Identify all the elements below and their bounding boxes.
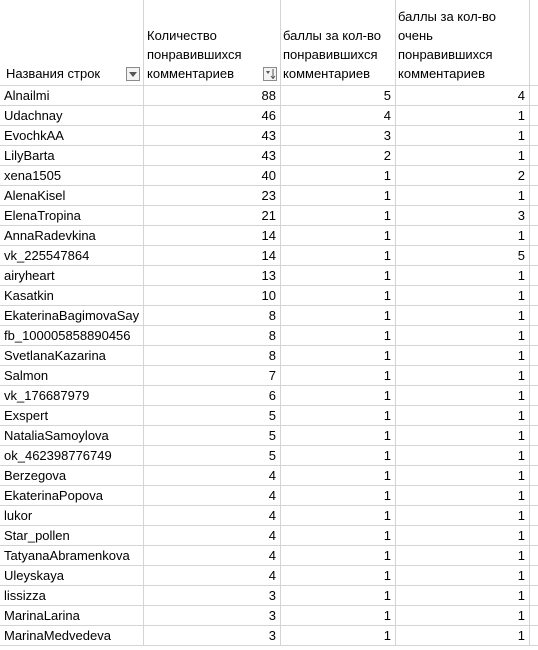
header-points-very-liked-line: комментариев: [398, 66, 486, 81]
points-very-liked-cell[interactable]: 1: [396, 446, 530, 466]
points-very-liked-cell[interactable]: 1: [396, 626, 530, 646]
row-name-cell[interactable]: ok_462398776749: [0, 446, 144, 466]
header-points-liked-line: баллы за кол-во: [283, 28, 381, 43]
comment-count-cell[interactable]: 5: [144, 406, 281, 426]
points-very-liked-cell[interactable]: 5: [396, 246, 530, 266]
header-points-very-liked-line: баллы за кол-во: [398, 9, 496, 24]
header-comment-count-line: понравившихся: [147, 47, 242, 62]
empty-cell[interactable]: [530, 106, 538, 126]
table-row: [0, 226, 538, 246]
empty-cell[interactable]: [530, 186, 538, 206]
points-liked-cell[interactable]: 1: [281, 386, 396, 406]
empty-cell[interactable]: [530, 626, 538, 646]
points-liked-cell[interactable]: 1: [281, 246, 396, 266]
header-comment-count[interactable]: [144, 0, 281, 86]
comment-count-cell[interactable]: 14: [144, 226, 281, 246]
empty-cell[interactable]: [530, 0, 538, 86]
row-name-cell[interactable]: LilyBarta: [0, 146, 144, 166]
comment-count-cell[interactable]: 8: [144, 306, 281, 326]
empty-cell[interactable]: [530, 466, 538, 486]
table-row: [0, 286, 538, 306]
row-name-cell[interactable]: vk_176687979: [0, 386, 144, 406]
table-row: [0, 406, 538, 426]
points-liked-cell[interactable]: 1: [281, 266, 396, 286]
table-row: [0, 486, 538, 506]
comment-count-cell[interactable]: 10: [144, 286, 281, 306]
comment-count-cell[interactable]: 6: [144, 386, 281, 406]
row-name-cell[interactable]: Exspert: [0, 406, 144, 426]
table-row: [0, 466, 538, 486]
table-row: [0, 446, 538, 466]
comment-count-cell[interactable]: 46: [144, 106, 281, 126]
table-row: [0, 606, 538, 626]
row-name-cell[interactable]: airyheart: [0, 266, 144, 286]
header-row: [0, 0, 538, 86]
header-comment-count-line: Количество: [147, 28, 217, 43]
points-very-liked-cell[interactable]: 1: [396, 106, 530, 126]
points-liked-cell[interactable]: 1: [281, 406, 396, 426]
comment-count-cell[interactable]: 5: [144, 446, 281, 466]
table-row: [0, 106, 538, 126]
table-row: [0, 526, 538, 546]
points-very-liked-cell[interactable]: 1: [396, 586, 530, 606]
table-row: [0, 306, 538, 326]
row-name-cell[interactable]: fb_100005858890456: [0, 326, 144, 346]
points-very-liked-cell[interactable]: 1: [396, 126, 530, 146]
comment-count-cell[interactable]: 14: [144, 246, 281, 266]
points-liked-cell[interactable]: 2: [281, 146, 396, 166]
row-name-cell[interactable]: TatyanaAbramenkova: [0, 546, 144, 566]
empty-cell[interactable]: [530, 506, 538, 526]
points-liked-cell[interactable]: 1: [281, 606, 396, 626]
table-row: [0, 626, 538, 646]
points-liked-cell[interactable]: 1: [281, 506, 396, 526]
empty-cell[interactable]: [530, 326, 538, 346]
points-very-liked-cell[interactable]: 1: [396, 426, 530, 446]
points-liked-cell[interactable]: 1: [281, 546, 396, 566]
row-name-cell[interactable]: ElenaTropina: [0, 206, 144, 226]
points-liked-cell[interactable]: 1: [281, 206, 396, 226]
points-very-liked-cell[interactable]: 2: [396, 166, 530, 186]
empty-cell[interactable]: [530, 426, 538, 446]
header-points-very-liked[interactable]: [396, 0, 530, 86]
table-row: [0, 386, 538, 406]
row-name-cell[interactable]: SvetlanaKazarina: [0, 346, 144, 366]
comment-count-cell[interactable]: 4: [144, 566, 281, 586]
comment-count-cell[interactable]: 4: [144, 506, 281, 526]
row-name-cell[interactable]: lissizza: [0, 586, 144, 606]
table-row: [0, 126, 538, 146]
empty-cell[interactable]: [530, 226, 538, 246]
row-name-cell[interactable]: xena1505: [0, 166, 144, 186]
row-name-cell[interactable]: MarinaMedvedeva: [0, 626, 144, 646]
points-liked-cell[interactable]: 1: [281, 566, 396, 586]
row-name-cell[interactable]: Salmon: [0, 366, 144, 386]
points-very-liked-cell[interactable]: 1: [396, 306, 530, 326]
points-liked-cell[interactable]: 3: [281, 126, 396, 146]
points-liked-cell[interactable]: 1: [281, 346, 396, 366]
points-very-liked-cell[interactable]: 1: [396, 186, 530, 206]
points-liked-cell[interactable]: 1: [281, 166, 396, 186]
table-row: [0, 186, 538, 206]
comment-count-cell[interactable]: 43: [144, 126, 281, 146]
points-very-liked-cell[interactable]: 1: [396, 566, 530, 586]
points-very-liked-cell[interactable]: 1: [396, 486, 530, 506]
row-name-cell[interactable]: Star_pollen: [0, 526, 144, 546]
row-name-cell[interactable]: vk_225547864: [0, 246, 144, 266]
row-name-cell[interactable]: EvochkAA: [0, 126, 144, 146]
comment-count-cell[interactable]: 4: [144, 546, 281, 566]
points-very-liked-cell[interactable]: 1: [396, 546, 530, 566]
table-row: [0, 146, 538, 166]
points-liked-cell[interactable]: 1: [281, 326, 396, 346]
points-very-liked-cell[interactable]: 1: [396, 286, 530, 306]
table-row: [0, 566, 538, 586]
points-very-liked-cell[interactable]: 1: [396, 146, 530, 166]
comment-count-cell[interactable]: 23: [144, 186, 281, 206]
header-points-liked-line: комментариев: [283, 66, 371, 81]
header-points-very-liked-line: понравившихся: [398, 47, 493, 62]
header-row-labels-text: Названия строк: [6, 66, 101, 81]
table-row: [0, 346, 538, 366]
table-row: [0, 426, 538, 446]
comment-count-cell[interactable]: 21: [144, 206, 281, 226]
points-very-liked-cell[interactable]: 4: [396, 86, 530, 106]
points-very-liked-cell[interactable]: 1: [396, 266, 530, 286]
points-liked-cell[interactable]: 5: [281, 86, 396, 106]
row-name-cell[interactable]: lukor: [0, 506, 144, 526]
empty-cell[interactable]: [530, 406, 538, 426]
points-liked-cell[interactable]: 1: [281, 486, 396, 506]
points-very-liked-cell[interactable]: 1: [396, 346, 530, 366]
comment-count-cell[interactable]: 13: [144, 266, 281, 286]
empty-cell[interactable]: [530, 86, 538, 106]
points-liked-cell[interactable]: 1: [281, 526, 396, 546]
empty-cell[interactable]: [530, 366, 538, 386]
table-row: [0, 366, 538, 386]
table-row: [0, 266, 538, 286]
header-points-liked[interactable]: [281, 0, 396, 86]
empty-cell[interactable]: [530, 446, 538, 466]
points-very-liked-cell[interactable]: 1: [396, 226, 530, 246]
points-liked-cell[interactable]: 1: [281, 366, 396, 386]
points-liked-cell[interactable]: 1: [281, 626, 396, 646]
points-liked-cell[interactable]: 1: [281, 446, 396, 466]
points-liked-cell[interactable]: 1: [281, 286, 396, 306]
row-name-cell[interactable]: NataliaSamoylova: [0, 426, 144, 446]
table-row: [0, 86, 538, 106]
comment-count-cell[interactable]: 8: [144, 346, 281, 366]
empty-cell[interactable]: [530, 206, 538, 226]
empty-cell[interactable]: [530, 246, 538, 266]
header-points-liked-line: понравившихся: [283, 47, 378, 62]
empty-cell[interactable]: [530, 266, 538, 286]
row-name-cell[interactable]: AnnaRadevkina: [0, 226, 144, 246]
row-name-cell[interactable]: MarinaLarina: [0, 606, 144, 626]
row-name-cell[interactable]: AlenaKisel: [0, 186, 144, 206]
empty-cell[interactable]: [530, 386, 538, 406]
header-row-labels[interactable]: [0, 0, 144, 86]
empty-cell[interactable]: [530, 586, 538, 606]
points-very-liked-cell[interactable]: 1: [396, 606, 530, 626]
table-row: [0, 246, 538, 266]
row-name-cell[interactable]: Kasatkin: [0, 286, 144, 306]
table-row: [0, 506, 538, 526]
points-very-liked-cell[interactable]: 1: [396, 466, 530, 486]
comment-count-cell[interactable]: 4: [144, 526, 281, 546]
points-very-liked-cell[interactable]: 1: [396, 366, 530, 386]
table-row: [0, 546, 538, 566]
empty-cell[interactable]: [530, 146, 538, 166]
row-name-cell[interactable]: EkaterinaBagimovaSay: [0, 306, 144, 326]
points-liked-cell[interactable]: 1: [281, 466, 396, 486]
comment-count-cell[interactable]: 4: [144, 466, 281, 486]
empty-cell[interactable]: [530, 566, 538, 586]
row-name-cell[interactable]: Uleyskaya: [0, 566, 144, 586]
row-name-cell[interactable]: Berzegova: [0, 466, 144, 486]
table-row: [0, 206, 538, 226]
empty-cell[interactable]: [530, 486, 538, 506]
points-liked-cell[interactable]: 1: [281, 586, 396, 606]
points-liked-cell[interactable]: 4: [281, 106, 396, 126]
row-name-cell[interactable]: Alnailmi: [0, 86, 144, 106]
dropdown-arrow-icon[interactable]: [126, 67, 140, 81]
empty-cell[interactable]: [530, 306, 538, 326]
points-very-liked-cell[interactable]: 1: [396, 326, 530, 346]
comment-count-cell[interactable]: 5: [144, 426, 281, 446]
points-liked-cell[interactable]: 1: [281, 426, 396, 446]
table-row: [0, 326, 538, 346]
comment-count-cell[interactable]: 43: [144, 146, 281, 166]
header-comment-count-line: комментариев: [147, 66, 235, 81]
row-name-cell[interactable]: EkaterinaPopova: [0, 486, 144, 506]
row-name-cell[interactable]: Udachnay: [0, 106, 144, 126]
empty-cell[interactable]: [530, 166, 538, 186]
comment-count-cell[interactable]: 7: [144, 366, 281, 386]
points-very-liked-cell[interactable]: 1: [396, 506, 530, 526]
table-row: [0, 166, 538, 186]
points-very-liked-cell[interactable]: 1: [396, 406, 530, 426]
comment-count-cell[interactable]: 40: [144, 166, 281, 186]
comment-count-cell[interactable]: 8: [144, 326, 281, 346]
points-liked-cell[interactable]: 1: [281, 226, 396, 246]
comment-count-cell[interactable]: 88: [144, 86, 281, 106]
empty-cell[interactable]: [530, 606, 538, 626]
empty-cell[interactable]: [530, 126, 538, 146]
empty-cell[interactable]: [530, 286, 538, 306]
sort-descending-filter-icon[interactable]: [263, 67, 277, 81]
empty-cell[interactable]: [530, 346, 538, 366]
points-very-liked-cell[interactable]: 1: [396, 526, 530, 546]
points-liked-cell[interactable]: 1: [281, 306, 396, 326]
comment-count-cell[interactable]: 3: [144, 626, 281, 646]
comment-count-cell[interactable]: 3: [144, 586, 281, 606]
table-row: [0, 586, 538, 606]
points-very-liked-cell[interactable]: 1: [396, 386, 530, 406]
points-very-liked-cell[interactable]: 3: [396, 206, 530, 226]
empty-cell[interactable]: [530, 546, 538, 566]
comment-count-cell[interactable]: 3: [144, 606, 281, 626]
points-liked-cell[interactable]: 1: [281, 186, 396, 206]
comment-count-cell[interactable]: 4: [144, 486, 281, 506]
header-points-very-liked-line: очень: [398, 28, 433, 43]
empty-cell[interactable]: [530, 526, 538, 546]
